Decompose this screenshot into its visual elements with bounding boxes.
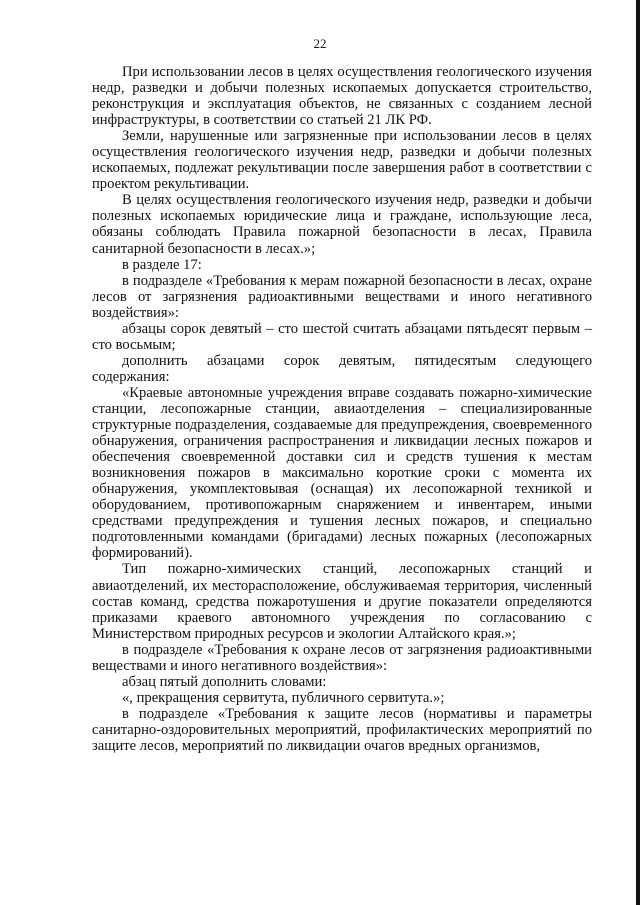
paragraph: абзац пятый дополнить словами: [122,673,327,690]
paragraph: Земли, нарушенные или загрязненные при использовании лесов в целях осуществления геологического изучения недр, разведки и добычи полезных ископаемых, подлежат рекультивации после завершения работ в соответствии с проектом рекультивации. [92,128,592,193]
paragraph: В целях осуществления геологического изучения недр, разведки и добычи полезных ископаемых юридические лица и граждане, использующие леса, обязаны соблюдать Правила пожарной безопасности в лесах, Правила санитарной безопасности в лесах.»; [92,192,592,257]
paragraph: абзацы сорок девятый – сто шестой считать абзацами пятьдесят первым – сто восьмым; [92,320,592,353]
document-body [92,64,592,754]
paragraph: Тип пожарно-химических станций, лесопожарных станций и авиаотделений, их месторасположение, обслуживаемая территория, численный состав команд, средства пожаротушения и другие показатели определяются приказами краевого автономного учреждения по согласованию с Министерством природных ресурсов и экологии Алтайского края.»; [92,561,592,642]
paragraph: «, прекращения сервитута, публичного сервитута.»; [122,689,445,706]
paragraph: «Краевые автономные учреждения вправе создавать пожарно-химические станции, лесопожарные станции, авиаотделения – специализированные структурные подразделения, создаваемые для предупреждения, своевременного обнаружения, ограничения распространения и ликвидации лесных пожаров и обеспечения своевременной доставки сил и средств тушения к местам возникновения пожаров в максимально короткие сроки с момента их обнаружения, укомплектовывая (оснащая) их лесопожарной техникой и оборудованием, противопожарным снаряжением и инвентарем, иными средствами предупреждения и тушения лесных пожаров, и специально подготовленными командами (бригадами) лесных пожарных (лесопожарных формирований). [92,384,592,562]
paragraph: в подразделе «Требования к мерам пожарной безопасности в лесах, охране лесов от загрязнения радиоактивными веществами и иного негативного воздействия»: [92,272,592,321]
page-edge [636,0,640,905]
paragraph: в подразделе «Требования к защите лесов (нормативы и параметры санитарно-оздоровительных мероприятий, профилактических мероприятий по защите лесов, мероприятий по ликвидации очагов вредных организмов, [92,705,592,754]
paragraph: При использовании лесов в целях осуществления геологического изучения недр, разведки и добычи полезных ископаемых допускается строительство, реконструкция и эксплуатация объектов, не связанных с созданием лесной инфраструктуры, в соответствии со статьей 21 ЛК РФ. [92,64,592,129]
paragraph: в разделе 17: [122,256,202,273]
paragraph: дополнить абзацами сорок девятым, пятидесятым следующего содержания: [92,352,592,385]
paragraph: в подразделе «Требования к охране лесов от загрязнения радиоактивными веществами и иного негативного воздействия»: [92,641,592,674]
page-number: 22 [313,36,327,51]
